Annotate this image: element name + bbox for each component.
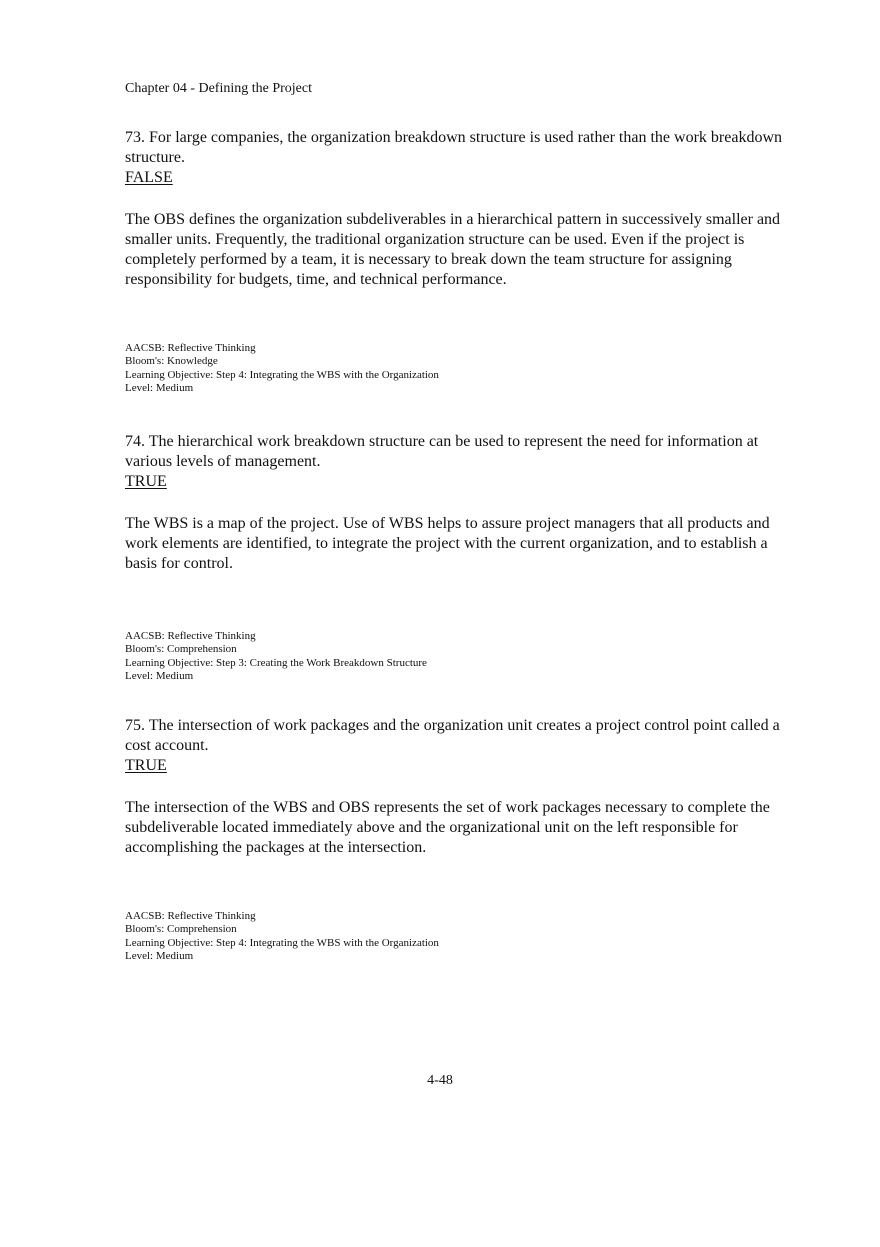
question-75: [125, 716, 785, 962]
learning-objective: Learning Objective: Step 3: Creating the Work Breakdown Structure: [125, 656, 427, 669]
blooms-tag: Bloom's: Knowledge: [125, 355, 218, 368]
answer-explanation: The OBS defines the organization subdeliverables in a hierarchical pattern in successively smaller and smaller units. Frequently, the traditional organization structure can be used. Even if the project is completely performed by a team, it is necessary to break down the team structure for assigning responsibility for budgets, time, and technical performance.: [125, 211, 781, 288]
aacsb-tag: AACSB: Reflective Thinking: [125, 342, 256, 354]
aacsb-tag: AACSB: Reflective Thinking: [125, 630, 256, 642]
question-stem: 74. The hierarchical work breakdown structure can be used to represent the need for information at various levels of management.: [125, 433, 759, 470]
learning-objective: Learning Objective: Step 4: Integrating the WBS with the Organization: [125, 368, 439, 381]
question-stem: 73. For large companies, the organization breakdown structure is used rather than the work breakdown structure.: [125, 129, 782, 166]
chapter-header: Chapter 04 - Defining the Project: [125, 81, 313, 96]
answer-explanation: The WBS is a map of the project. Use of WBS helps to assure project managers that all products and work elements are identified, to integrate the project with the current organization, and to establish a basis for control.: [125, 515, 770, 572]
question-74: [125, 432, 785, 682]
aacsb-tag: AACSB: Reflective Thinking: [125, 910, 256, 922]
answer-key: TRUE: [125, 473, 167, 490]
question-metadata: [125, 910, 439, 963]
difficulty-level: Level: Medium: [125, 669, 194, 682]
difficulty-level: Level: Medium: [125, 381, 194, 394]
question-metadata: [125, 630, 427, 683]
learning-objective: Learning Objective: Step 4: Integrating the WBS with the Organization: [125, 936, 439, 949]
blooms-tag: Bloom's: Comprehension: [125, 643, 237, 656]
answer-explanation: The intersection of the WBS and OBS represents the set of work packages necessary to complete the subdeliverable located immediately above and the organizational unit on the left responsible for accomplishing the packages at the intersection.: [125, 799, 770, 856]
difficulty-level: Level: Medium: [125, 949, 194, 962]
answer-key: FALSE: [125, 169, 173, 186]
question-stem: 75. The intersection of work packages and the organization unit creates a project control point called a cost account.: [125, 717, 780, 754]
question-metadata: [125, 342, 439, 395]
answer-key: TRUE: [125, 757, 167, 774]
blooms-tag: Bloom's: Comprehension: [125, 923, 237, 936]
page-number: 4-48: [427, 1073, 453, 1088]
question-73: [125, 128, 785, 394]
